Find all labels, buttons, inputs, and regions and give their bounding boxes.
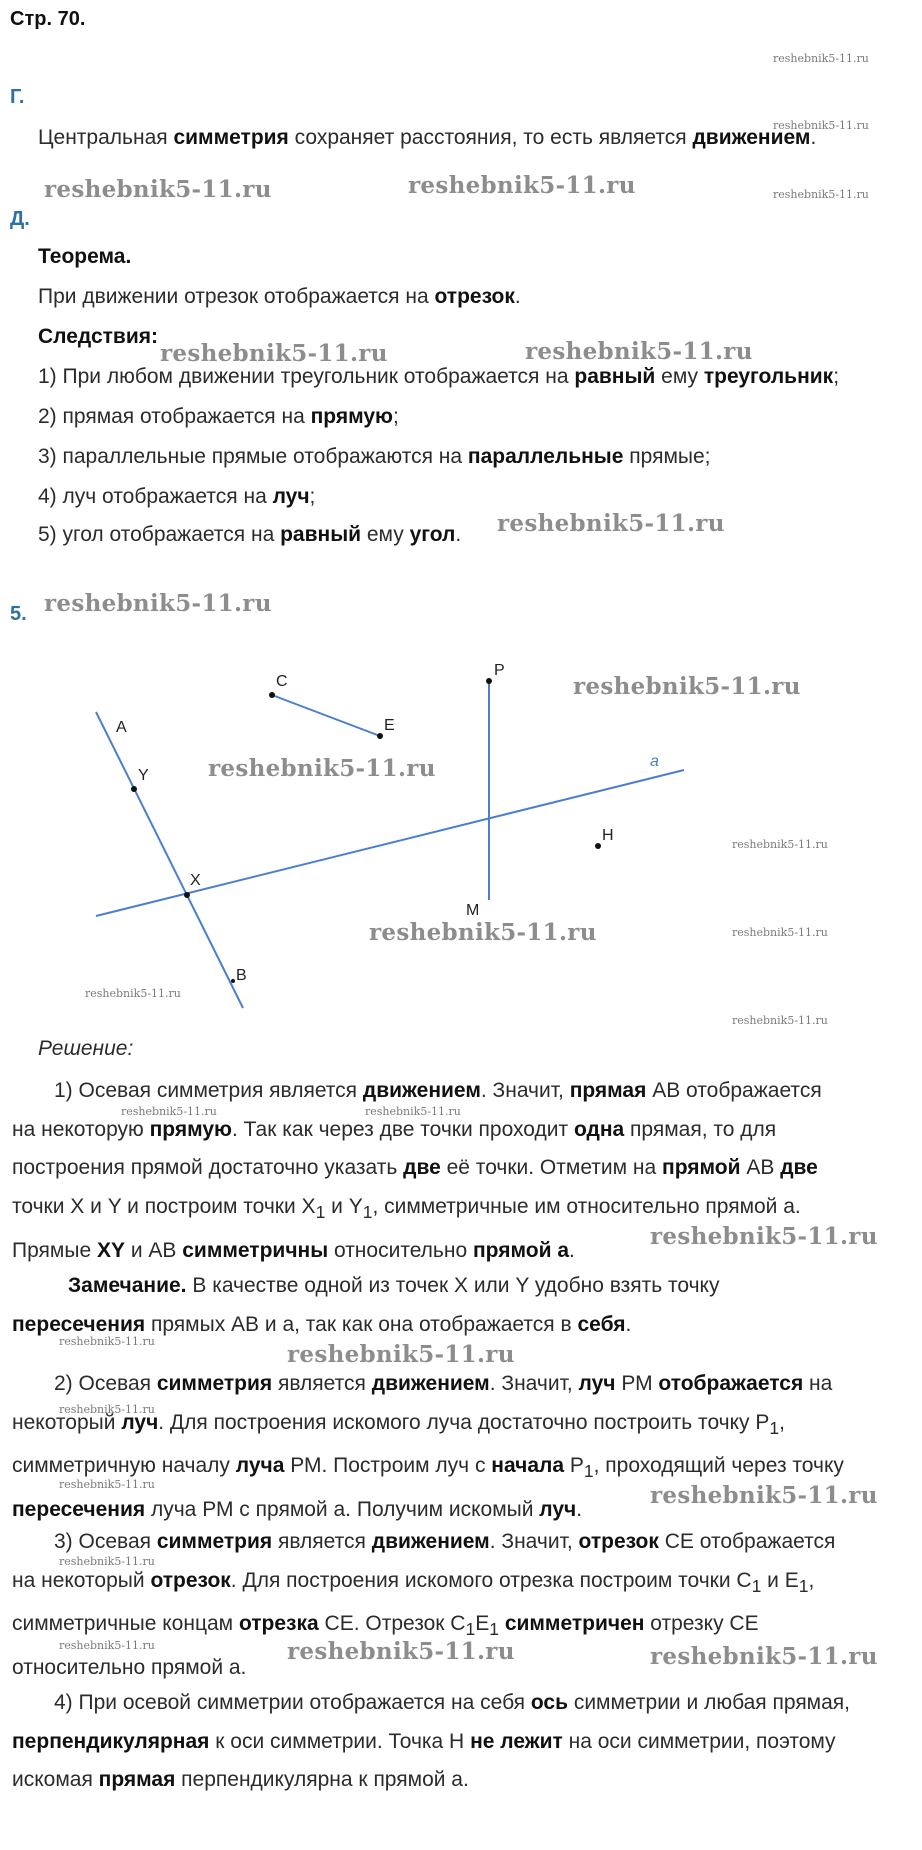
watermark-small: reshebnik5-11.ru [85, 987, 181, 1000]
corollary-item: 5) угол отображается на равный ему угол. [38, 523, 462, 546]
watermark-large: reshebnik5-11.ru [573, 673, 801, 700]
watermark-small: reshebnik5-11.ru [59, 1403, 155, 1416]
point-c [269, 692, 275, 698]
geometry-figure [60, 650, 720, 1020]
corollaries-heading: Следствия: [38, 325, 158, 348]
point-b [231, 979, 235, 983]
watermark-large: reshebnik5-11.ru [287, 1638, 515, 1665]
watermark-small: reshebnik5-11.ru [59, 1478, 155, 1491]
watermark-small: reshebnik5-11.ru [121, 1105, 217, 1118]
point-p [486, 678, 492, 684]
solution-paragraph-2: 2) Осевая симметрия является движением. Значит, луч РМ отображается на некоторый луч. Для построения искомого луча достаточно построить точку $Р_1$, симметричную началу луча РМ. Построим луч с начала $Р_1$, проходящий через точку пересечения луча РМ с прямой а. Получим искомый луч. [12, 1372, 844, 1522]
label-c: C [276, 673, 288, 690]
watermark-small: reshebnik5-11.ru [732, 1014, 828, 1027]
label-b: B [236, 967, 247, 984]
watermark-large: reshebnik5-11.ru [208, 755, 436, 782]
watermark-small: reshebnik5-11.ru [59, 1555, 155, 1568]
watermark-small: reshebnik5-11.ru [773, 188, 869, 201]
task-5-label: 5. [10, 603, 27, 625]
watermark-small: reshebnik5-11.ru [732, 838, 828, 851]
watermark-large: reshebnik5-11.ru [650, 1482, 878, 1509]
label-e: E [384, 717, 395, 734]
watermark-large: reshebnik5-11.ru [287, 1341, 515, 1368]
section-d-label: Д. [10, 208, 30, 230]
watermark-large: reshebnik5-11.ru [497, 510, 725, 537]
watermark-large: reshebnik5-11.ru [650, 1223, 878, 1250]
watermark-large: reshebnik5-11.ru [160, 340, 388, 367]
point-x [184, 892, 190, 898]
note-paragraph: Замечание. В качестве одной из точек X или Y удобно взять точку пересечения прямых АВ и а, так как она отображается в себя. [12, 1274, 720, 1336]
watermark-small: reshebnik5-11.ru [732, 926, 828, 939]
watermark-large: reshebnik5-11.ru [650, 1643, 878, 1670]
label-x: X [190, 872, 201, 889]
theorem-text: При движении отрезок отображается на отрезок. [38, 285, 521, 308]
watermark-small: reshebnik5-11.ru [773, 119, 869, 132]
watermark-large: reshebnik5-11.ru [369, 919, 597, 946]
solution-label: Решение: [38, 1037, 134, 1060]
watermark-large: reshebnik5-11.ru [44, 590, 272, 617]
solution-paragraph-4: 4) При осевой симметрии отображается на себя ось симметрии и любая прямая, перпендикулярная к оси симметрии. Точка Н не лежит на оси симметрии, поэтому искомая прямая перпендикулярна к прямой а. [12, 1691, 851, 1792]
watermark-small: reshebnik5-11.ru [59, 1335, 155, 1348]
label-a-point: A [116, 719, 127, 736]
theorem-heading: Теорема. [38, 245, 132, 268]
corollary-item: 3) параллельные прямые отображаются на параллельные прямые; [38, 445, 711, 468]
watermark-small: reshebnik5-11.ru [59, 1639, 155, 1652]
label-y: Y [138, 767, 149, 784]
watermark-large: reshebnik5-11.ru [44, 176, 272, 203]
label-h: H [602, 827, 614, 844]
watermark-small: reshebnik5-11.ru [365, 1105, 461, 1118]
point-h [595, 843, 601, 849]
section-g-label: Г. [10, 86, 25, 108]
corollary-item: 1) При любом движении треугольник отображается на равный ему треугольник; [38, 365, 840, 388]
label-p: P [494, 662, 505, 679]
section-g-text: Центральная симметрия сохраняет расстояния, то есть является движением. [38, 126, 817, 149]
label-m: M [466, 902, 480, 919]
point-e [377, 733, 383, 739]
corollary-item: 2) прямая отображается на прямую; [38, 405, 399, 428]
page-title: Стр. 70. [10, 8, 86, 30]
solution-paragraph-1: 1) Осевая симметрия является движением. Значит, прямая АВ отображается на некоторую прямую. Так как через две точки проходит одна прямая, то для построения прямой достаточно указать две её точки. Отметим на прямой АВ две точки X и Y и построим точки $X_1$ и $Y_1$, симметричные им относительно прямой a. Прямые XY и АВ симметричны относительно прямой а. [12, 1079, 822, 1262]
segment-ce [272, 695, 380, 736]
watermark-small: reshebnik5-11.ru [773, 52, 869, 65]
watermark-large: reshebnik5-11.ru [408, 172, 636, 199]
watermark-large: reshebnik5-11.ru [525, 338, 753, 365]
solution-paragraph-3: 3) Осевая симметрия является движением. Значит, отрезок СЕ отображается на некоторый отрезок. Для построения искомого отрезка построим точки $С_1$ и $Е_1$, симметричные концам отрезка СЕ. Отрезок $С_1Е_1$ симметричен отрезку СЕ относительно прямой а. [12, 1530, 836, 1680]
corollary-item: 4) луч отображается на луч; [38, 485, 316, 508]
label-line-a: a [650, 753, 659, 770]
point-y [131, 786, 137, 792]
